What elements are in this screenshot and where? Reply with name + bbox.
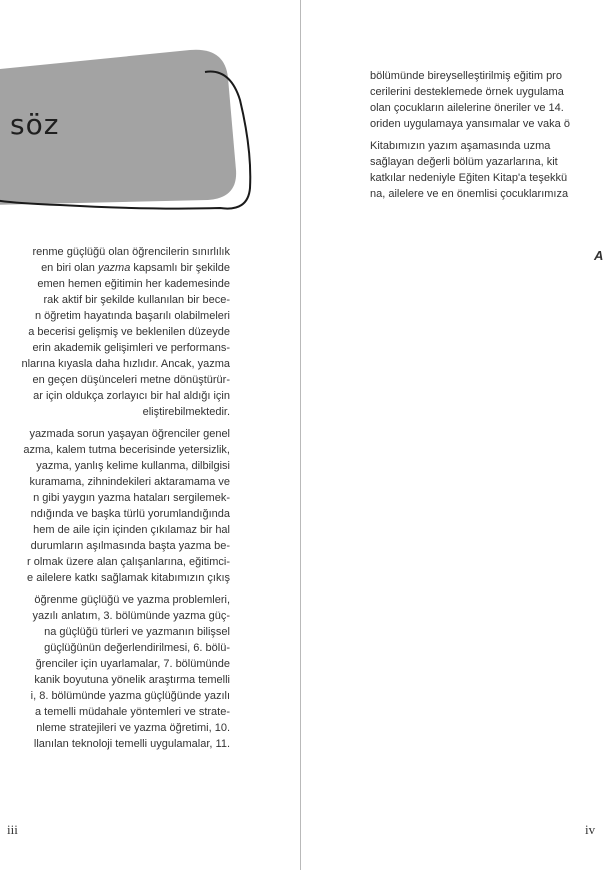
right-page-body — [370, 68, 600, 202]
text-line: sağlayan değerli bölüm yazarlarına, kit — [370, 156, 558, 168]
text-line: renme güçlüğü olan öğrencilerin sınırlılık — [32, 246, 230, 258]
text-line: a becerisi gelişmiş ve beklenilen düzeyde — [28, 326, 230, 338]
text-line: ğrenciler için uyarlamalar, 7. bölümünde — [35, 658, 230, 670]
book-spine — [300, 0, 301, 870]
paragraph — [0, 592, 230, 752]
text-line: n gibi yaygın yazma hataları sergilemek- — [33, 492, 230, 504]
section-title: söz — [10, 108, 60, 141]
text-line: öğrenme güçlüğü ve yazma problemleri, — [34, 594, 230, 606]
text-line: güçlüğünün değerlendirilmesi, 6. bölü- — [44, 642, 230, 654]
text-line: n öğretim hayatında başarılı olabilmeleri — [34, 310, 230, 322]
paragraph — [0, 426, 230, 586]
text-line: erin akademik gelişimleri ve performans- — [32, 342, 230, 354]
paragraph — [370, 68, 600, 132]
text-line: na, ailelere ve en önemlisi çocuklarımıza — [370, 188, 569, 200]
text-line: eliştirebilmektedir. — [142, 406, 230, 418]
text-line: yazmada sorun yaşayan öğrenciler genel — [29, 428, 230, 440]
text-line: Kitabımızın yazım aşamasında uzma — [370, 140, 551, 152]
text-line: yazılı anlatım, 3. bölümünde yazma güç- — [32, 610, 230, 622]
text-line: na güçlüğü türleri ve yazmanın bilişsel — [44, 626, 230, 638]
text-line: yazma, yanlış kelime kullanma, dilbilgisi — [36, 460, 230, 472]
text-line: bölümünde bireyselleştirilmiş eğitim pro — [370, 70, 562, 82]
text-line: durumların aşılmasında başta yazma be- — [30, 540, 230, 552]
page-number-right: iv — [585, 822, 596, 837]
left-page-body — [0, 244, 230, 752]
text-line: e ailelere katkı sağlamak kitabımızın çıkış — [27, 572, 230, 584]
text-line: en biri olan yazma kapsamlı bir şekilde — [41, 262, 230, 274]
text-line: i, 8. bölümünde yazma güçlüğünde yazılı — [30, 690, 230, 702]
text-line: nlarına kıyasla daha hızlıdır. Ancak, yazma — [21, 358, 230, 370]
text-line: katkılar nedeniyle Eğiten Kitap'a teşekkü — [370, 172, 568, 184]
text-line: kanik boyutuna yönelik araştırma temelli — [34, 674, 230, 686]
text-line: emen hemen eğitimin her kademesinde — [37, 278, 230, 290]
text-line: azma, kalem tutma becerisinde yetersizlik, — [23, 444, 230, 456]
text-line: llanılan teknoloji temelli uygulamalar, 11. — [33, 738, 230, 750]
text-line: r olmak üzere alan çalışanlarına, eğitimci- — [27, 556, 230, 568]
signature-fragment: A — [594, 248, 603, 263]
text-line: hem de aile için içinden çıkılamaz bir hal — [33, 524, 230, 536]
paragraph — [370, 138, 600, 202]
text-line: oriden uygulamaya yansımalar ve vaka ö — [370, 118, 570, 130]
text-line: a temelli müdahale yöntemleri ve strate- — [34, 706, 230, 718]
text-line: rak aktif bir şekilde kullanılan bir bece- — [43, 294, 230, 306]
text-line: olan çocukların ailelerine öneriler ve 14. — [370, 102, 564, 114]
text-line: ar için oldukça zorlayıcı bir hal aldığı için — [33, 390, 230, 402]
text-line: cerilerini desteklemede örnek uygulama — [370, 86, 564, 98]
text-line: nleme stratejileri ve yazma öğretimi, 10. — [36, 722, 230, 734]
page-number-left: iii — [7, 822, 18, 837]
emphasized-term: yazma — [97, 262, 131, 274]
text-line: en geçen düşünceleri metne dönüştürür- — [32, 374, 230, 386]
paragraph — [0, 244, 230, 420]
text-line: ndığında ve başka türlü yorumlandığında — [30, 508, 230, 520]
text-line: kuramama, zihnindekileri aktaramama ve — [29, 476, 230, 488]
